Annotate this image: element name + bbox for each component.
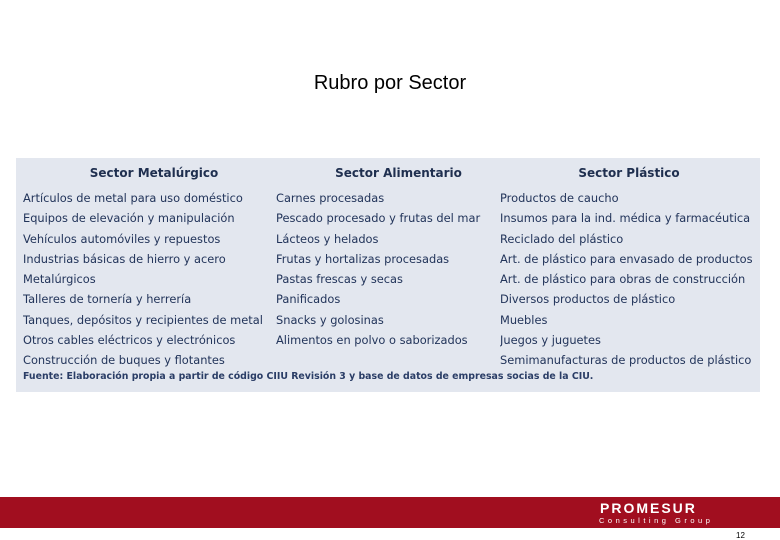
column-header: Sector Metalúrgico [89,166,219,180]
footer-bar [0,497,780,528]
table-cell: Frutas y hortalizas procesadas [276,251,450,266]
table-cell: Pescado procesado y frutas del mar [276,211,481,226]
table-cell: Talleres de tornería y herrería [23,292,192,307]
table-cell: Insumos para la ind. médica y farmacéutica [500,211,751,226]
table-cell: Metalúrgicos [23,272,96,287]
table-cell: Muebles [500,312,548,327]
table-cell: Tanques, depósitos y recipientes de metal [23,312,263,327]
table-cell: Otros cables eléctricos y electrónicos [23,333,236,348]
table-cell: Diversos productos de plástico [500,292,676,307]
table-cell: Vehículos automóviles y repuestos [23,231,221,246]
column-metalurgico [23,158,273,371]
table-cell: Panificados [276,292,341,307]
table-cell: Industrias básicas de hierro y acero [23,251,226,266]
table-cell: Pastas frescas y secas [276,272,403,287]
table-cell: Semimanufacturas de productos de plástico [500,353,752,368]
table-cell: Juegos y juguetes [500,333,601,348]
table-cell: Artículos de metal para uso doméstico [23,191,243,205]
table-cell: Alimentos en polvo o saborizados [276,333,468,348]
column-header: Sector Alimentario [335,166,462,180]
page-number: 12 [736,531,745,540]
table-cell: Reciclado del plástico [500,231,624,246]
table-cell: Carnes procesadas [276,191,385,205]
table-cell: Lácteos y helados [276,231,379,246]
table-cell [276,350,501,370]
column-alimentario [276,158,501,371]
brand-logo-subtitle: Consulting Group [599,516,714,525]
table-cell: Equipos de elevación y manipulación [23,211,235,226]
table-cell: Art. de plástico para envasado de productos [500,251,753,266]
slide-title: Rubro por Sector [313,72,467,94]
column-header: Sector Plástico [578,166,680,180]
brand-logo-name: PROMESUR [600,500,697,516]
table-cell: Construcción de buques y flotantes [23,353,225,368]
table-cell: Art. de plástico para obras de construcción [500,272,746,287]
table-cell: Productos de caucho [500,191,619,205]
column-plastico [500,158,758,371]
table-cell: Snacks y golosinas [276,312,384,327]
table-source-note: Fuente: Elaboración propia a partir de código CIIU Revisión 3 y base de datos de empresas socias de la CIU. [23,371,594,382]
sector-table [16,158,760,392]
